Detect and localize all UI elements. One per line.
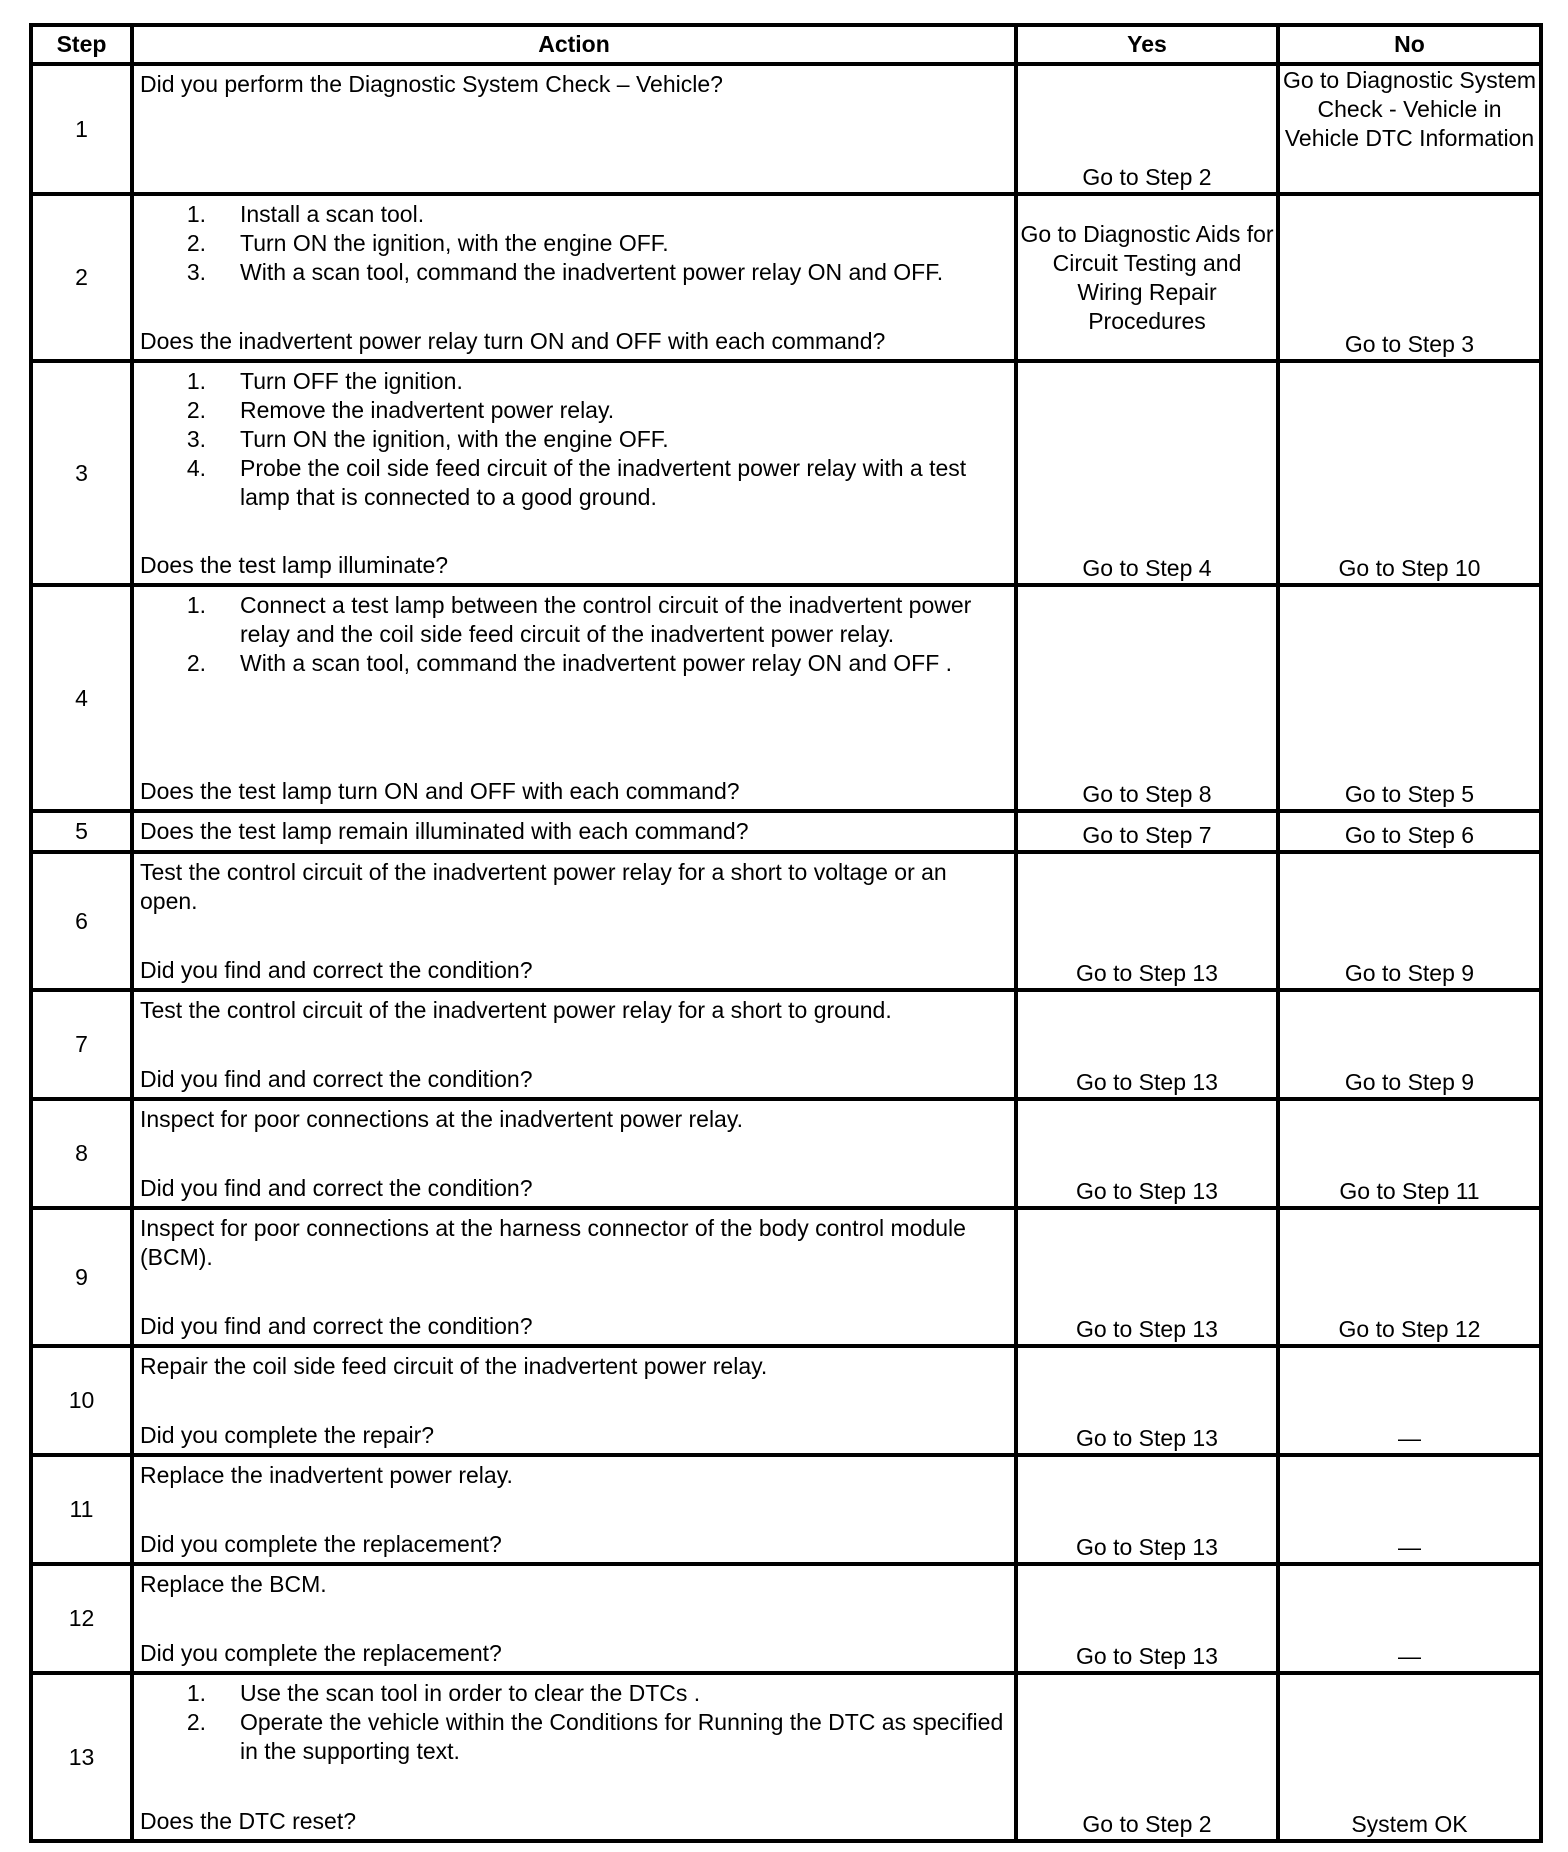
table-row: [31, 194, 1541, 361]
yes-result: Go to Step 2: [1016, 64, 1278, 194]
action-question: Does the inadvertent power relay turn ON and OFF with each command?: [140, 328, 886, 354]
substep-text: With a scan tool, command the inadvertent power relay ON and OFF .: [240, 650, 953, 676]
action-cell: [132, 361, 1016, 585]
step-number: 9: [31, 1208, 132, 1346]
yes-result: Go to Step 13: [1016, 1208, 1278, 1346]
table-row: [31, 1673, 1541, 1841]
step-number: 11: [31, 1455, 132, 1564]
substep-text: Probe the coil side feed circuit of the inadvertent power relay with a test lamp that is connected to a good ground.: [240, 455, 967, 510]
substep-number: 1.: [186, 201, 206, 227]
substep-text: Turn ON the ignition, with the engine OFF.: [240, 426, 669, 452]
action-cell: [132, 1564, 1016, 1673]
no-result: Go to Diagnostic System Check - Vehicle in Vehicle DTC Information: [1278, 64, 1541, 194]
substep-list: [140, 591, 1008, 678]
action-cell: [132, 990, 1016, 1099]
action-question: Did you complete the replacement?: [140, 1531, 502, 1557]
substep-number: 2.: [186, 650, 206, 676]
action-intro: Test the control circuit of the inadvertent power relay for a short to voltage or an open.: [140, 859, 947, 914]
substep-number: 3.: [186, 259, 206, 285]
action-intro: Test the control circuit of the inadvertent power relay for a short to ground.: [140, 997, 892, 1023]
list-item: [140, 258, 1008, 287]
substep-text: Remove the inadvertent power relay.: [240, 397, 615, 423]
action-instructions: [140, 858, 1008, 916]
list-item: [140, 229, 1008, 258]
substep-text: With a scan tool, command the inadvertent power relay ON and OFF.: [240, 259, 944, 285]
action-question: Does the test lamp turn ON and OFF with each command?: [140, 778, 740, 804]
action-intro: Replace the BCM.: [140, 1571, 327, 1597]
no-result: Go to Step 9: [1278, 990, 1541, 1099]
substep-text: Connect a test lamp between the control circuit of the inadvertent power relay and the coil side feed circuit of the inadvertent power relay.: [240, 592, 972, 647]
substep-number: 2.: [186, 1709, 206, 1735]
yes-result: Go to Step 13: [1016, 1346, 1278, 1455]
table-row: [31, 1099, 1541, 1208]
no-result: Go to Step 3: [1278, 194, 1541, 361]
action-instructions: [140, 1679, 1008, 1766]
substep-number: 2.: [186, 397, 206, 423]
yes-result: Go to Step 7: [1016, 811, 1278, 852]
action-cell: [132, 1099, 1016, 1208]
substep-text: Operate the vehicle within the Conditions for Running the DTC as specified in the supporting text.: [240, 1709, 1004, 1764]
yes-result: Go to Step 8: [1016, 585, 1278, 811]
action-question: Did you complete the repair?: [140, 1422, 435, 1448]
no-result: Go to Step 12: [1278, 1208, 1541, 1346]
table-row: [31, 1208, 1541, 1346]
no-result: Go to Step 6: [1278, 811, 1541, 852]
action-question: Did you find and correct the condition?: [140, 1066, 533, 1092]
yes-result: Go to Step 13: [1016, 1455, 1278, 1564]
substep-list: [140, 1679, 1008, 1766]
no-result: System OK: [1278, 1673, 1541, 1841]
action-intro: Did you perform the Diagnostic System Check – Vehicle?: [140, 71, 723, 97]
step-number: 5: [31, 811, 132, 852]
substep-text: Turn ON the ignition, with the engine OFF.: [240, 230, 669, 256]
action-question: Did you find and correct the condition?: [140, 1313, 533, 1339]
step-number: 4: [31, 585, 132, 811]
action-instructions: [140, 1214, 1008, 1272]
list-item: [140, 454, 1008, 512]
list-item: [140, 367, 1008, 396]
table-row: [31, 811, 1541, 852]
action-cell: [132, 194, 1016, 361]
substep-number: 4.: [186, 455, 206, 481]
action-intro: Does the test lamp remain illuminated with each command?: [140, 818, 749, 844]
action-question: Did you find and correct the condition?: [140, 957, 533, 983]
list-item: [140, 425, 1008, 454]
no-result: —: [1278, 1346, 1541, 1455]
yes-result: Go to Diagnostic Aids for Circuit Testing and Wiring Repair Procedures: [1016, 194, 1278, 361]
no-result: —: [1278, 1564, 1541, 1673]
action-cell: [132, 1346, 1016, 1455]
substep-number: 2.: [186, 230, 206, 256]
step-number: 1: [31, 64, 132, 194]
step-number: 7: [31, 990, 132, 1099]
substep-number: 1.: [186, 368, 206, 394]
yes-result: Go to Step 13: [1016, 1099, 1278, 1208]
header-step: Step: [31, 25, 132, 64]
substep-list: [140, 367, 1008, 512]
step-number: 8: [31, 1099, 132, 1208]
action-question: Did you find and correct the condition?: [140, 1175, 533, 1201]
substep-number: 1.: [186, 1680, 206, 1706]
header-yes: Yes: [1016, 25, 1278, 64]
action-instructions: [140, 1570, 1008, 1599]
header-no: No: [1278, 25, 1541, 64]
action-cell: [132, 585, 1016, 811]
list-item: [140, 591, 1008, 649]
header-row: [31, 25, 1541, 64]
substep-number: 3.: [186, 426, 206, 452]
action-question: Does the DTC reset?: [140, 1808, 357, 1834]
step-number: 6: [31, 852, 132, 990]
yes-result: Go to Step 13: [1016, 852, 1278, 990]
action-intro: Inspect for poor connections at the harness connector of the body control module (BCM).: [140, 1215, 966, 1270]
substep-number: 1.: [186, 592, 206, 618]
no-result: —: [1278, 1455, 1541, 1564]
table-row: [31, 852, 1541, 990]
table-row: [31, 1455, 1541, 1564]
table-row: [31, 585, 1541, 811]
substep-text: Install a scan tool.: [240, 201, 425, 227]
action-instructions: [140, 1352, 1008, 1381]
list-item: [140, 1679, 1008, 1708]
action-instructions: [140, 591, 1008, 678]
action-instructions: [140, 1461, 1008, 1490]
action-instructions: [140, 367, 1008, 512]
step-number: 10: [31, 1346, 132, 1455]
step-number: 13: [31, 1673, 132, 1841]
yes-result: Go to Step 2: [1016, 1673, 1278, 1841]
action-instructions: [140, 996, 1008, 1025]
table-row: [31, 361, 1541, 585]
header-action: Action: [132, 25, 1016, 64]
action-question: Did you complete the replacement?: [140, 1640, 502, 1666]
no-result: Go to Step 11: [1278, 1099, 1541, 1208]
yes-result: Go to Step 13: [1016, 990, 1278, 1099]
action-intro: Inspect for poor connections at the inadvertent power relay.: [140, 1106, 744, 1132]
yes-result: Go to Step 13: [1016, 1564, 1278, 1673]
table-row: [31, 64, 1541, 194]
action-cell: [132, 1673, 1016, 1841]
action-instructions: [140, 70, 1008, 99]
substep-text: Use the scan tool in order to clear the DTCs .: [240, 1680, 701, 1706]
no-result: Go to Step 9: [1278, 852, 1541, 990]
action-intro: Replace the inadvertent power relay.: [140, 1462, 513, 1488]
substep-list: [140, 200, 1008, 287]
yes-result: Go to Step 4: [1016, 361, 1278, 585]
action-cell: [132, 852, 1016, 990]
table-row: [31, 990, 1541, 1099]
list-item: [140, 1708, 1008, 1766]
step-number: 12: [31, 1564, 132, 1673]
action-cell: [132, 811, 1016, 852]
action-instructions: [140, 1105, 1008, 1134]
action-instructions: [140, 200, 1008, 287]
action-instructions: [140, 817, 1008, 846]
step-number: 2: [31, 194, 132, 361]
list-item: [140, 649, 1008, 678]
substep-text: Turn OFF the ignition.: [240, 368, 463, 394]
list-item: [140, 200, 1008, 229]
list-item: [140, 396, 1008, 425]
action-cell: [132, 1208, 1016, 1346]
action-intro: Repair the coil side feed circuit of the inadvertent power relay.: [140, 1353, 768, 1379]
table-row: [31, 1564, 1541, 1673]
action-question: Does the test lamp illuminate?: [140, 552, 449, 578]
table-body: [31, 64, 1541, 1841]
action-cell: [132, 64, 1016, 194]
diagnostic-table: [29, 23, 1543, 1843]
action-cell: [132, 1455, 1016, 1564]
step-number: 3: [31, 361, 132, 585]
table-row: [31, 1346, 1541, 1455]
no-result: Go to Step 10: [1278, 361, 1541, 585]
no-result: Go to Step 5: [1278, 585, 1541, 811]
